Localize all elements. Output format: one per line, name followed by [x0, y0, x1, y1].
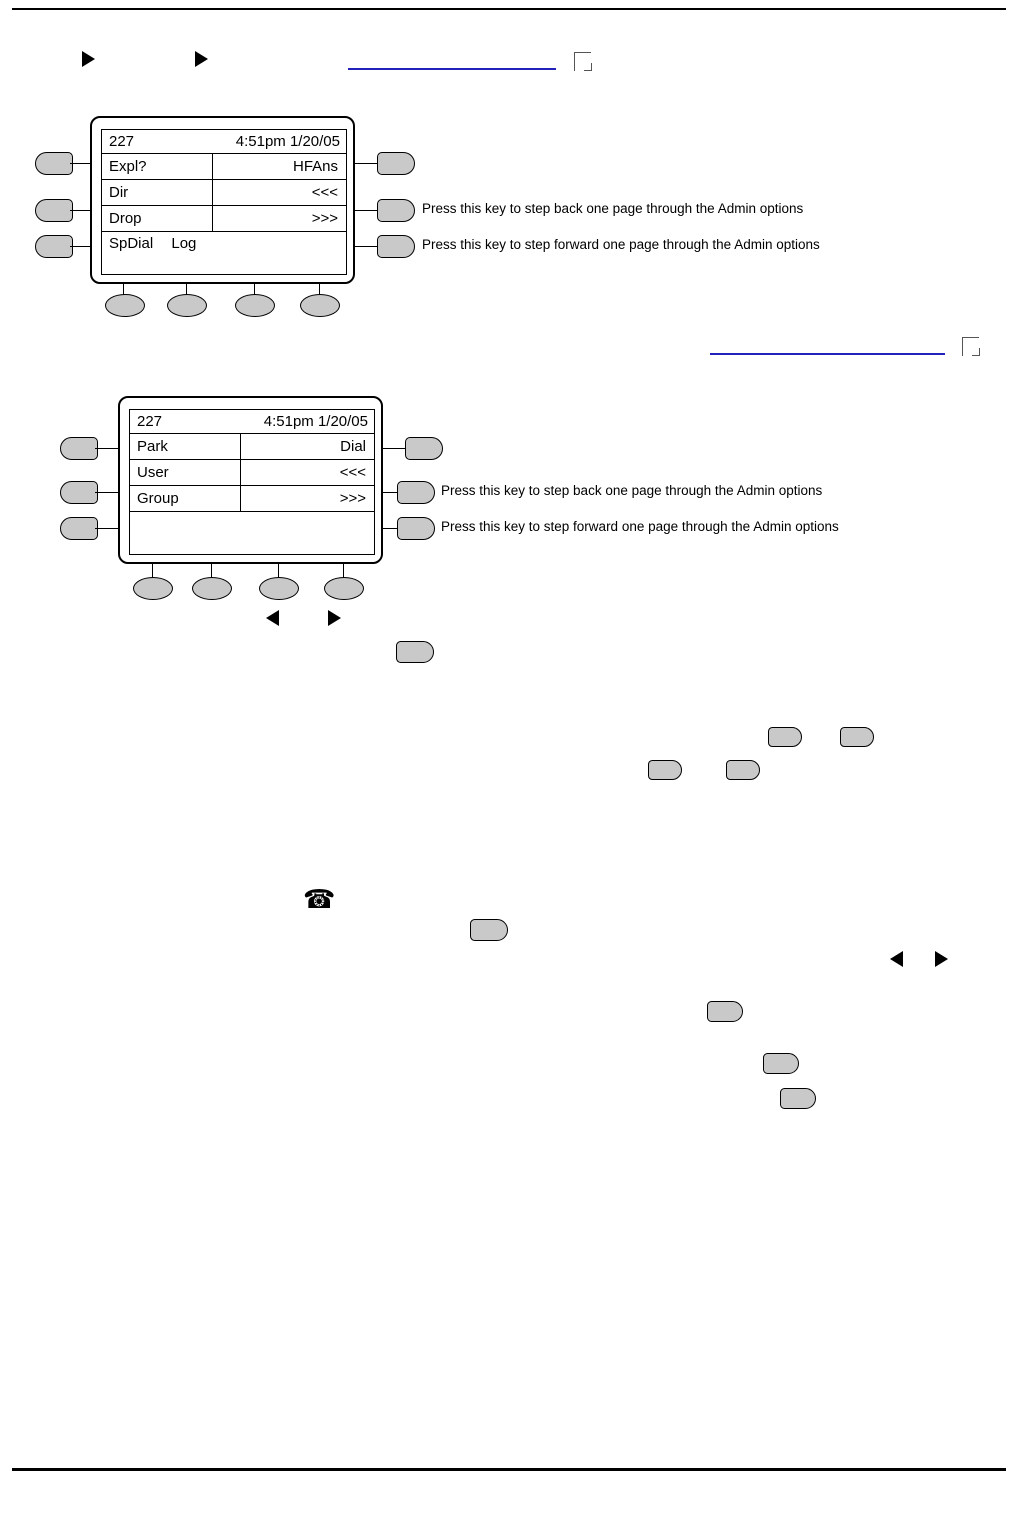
column-divider — [212, 154, 213, 232]
leader-line — [355, 246, 377, 247]
leader-line — [319, 284, 320, 295]
callout-step-back-1: Press this key to step back one page through the Admin options — [422, 201, 804, 216]
datetime-label: 4:51pm 1/20/05 — [235, 132, 340, 150]
footer-label-spdial[interactable]: SpDial — [109, 235, 154, 252]
softkey-label-right: HFAns — [292, 158, 338, 175]
left-softkey-3[interactable] — [60, 517, 98, 540]
softkey-label-right: <<< — [339, 464, 366, 481]
display-footer-1 — [102, 232, 346, 256]
leader-line — [70, 246, 92, 247]
hyperlink-underline[interactable] — [348, 68, 556, 70]
phone-display-2 — [129, 409, 375, 555]
leader-line — [95, 448, 120, 449]
extension-number: 227 — [109, 132, 135, 150]
phone-body-1 — [90, 116, 355, 284]
bottom-key-3[interactable] — [259, 577, 299, 600]
leader-line — [211, 564, 212, 578]
inline-key-glyph — [648, 760, 682, 780]
inline-key-glyph — [840, 727, 874, 747]
phone-body-2 — [118, 396, 383, 564]
softkey-label-right: Dial — [340, 438, 366, 455]
leader-line — [70, 163, 92, 164]
bottom-key-3[interactable] — [235, 294, 275, 317]
softkey-label-right: >>> — [311, 210, 338, 227]
softkey-label-left: Expl? — [109, 158, 147, 175]
softkey-label-right: <<< — [311, 184, 338, 201]
softkey-label-left: User — [137, 464, 169, 481]
right-softkey-back[interactable] — [397, 481, 435, 504]
right-softkey-1[interactable] — [377, 152, 415, 175]
right-softkey-forward[interactable] — [377, 235, 415, 258]
inline-key-glyph — [470, 919, 508, 941]
bottom-key-1[interactable] — [133, 577, 173, 600]
left-softkey-1[interactable] — [35, 152, 73, 175]
inline-key-glyph — [768, 727, 802, 747]
softkey-label-left: Dir — [109, 184, 129, 201]
display-rows-2 — [130, 434, 374, 512]
page-break-icon — [962, 337, 979, 356]
page-top-rule — [12, 8, 1006, 10]
display-row[interactable] — [102, 180, 346, 206]
bottom-key-4[interactable] — [300, 294, 340, 317]
bottom-key-1[interactable] — [105, 294, 145, 317]
inline-key-glyph — [780, 1088, 816, 1109]
display-row[interactable] — [102, 206, 346, 232]
datetime-label: 4:51pm 1/20/05 — [263, 412, 368, 430]
inline-key-glyph — [707, 1001, 743, 1022]
callout-step-forward-1: Press this key to step forward one page through the Admin options — [422, 237, 820, 252]
arrow-right-icon — [82, 51, 95, 67]
bottom-key-2[interactable] — [167, 294, 207, 317]
softkey-label-left: Park — [137, 438, 168, 455]
display-rows-1 — [102, 154, 346, 232]
extension-number: 227 — [137, 412, 163, 430]
right-softkey-forward[interactable] — [397, 517, 435, 540]
column-divider — [240, 434, 241, 512]
page-break-icon — [574, 52, 591, 71]
right-softkey-back[interactable] — [377, 199, 415, 222]
leader-line — [123, 284, 124, 295]
display-header-1 — [102, 130, 346, 154]
leader-line — [95, 492, 120, 493]
leader-line — [383, 448, 405, 449]
leader-line — [70, 210, 92, 211]
arrow-right-icon — [328, 610, 341, 626]
display-row[interactable] — [130, 460, 374, 486]
softkey-label-right: >>> — [339, 490, 366, 507]
arrow-right-icon — [935, 951, 948, 967]
callout-step-forward-2: Press this key to step forward one page through the Admin options — [441, 519, 839, 534]
display-header-2 — [130, 410, 374, 434]
left-softkey-2[interactable] — [35, 199, 73, 222]
bottom-key-2[interactable] — [192, 577, 232, 600]
display-row[interactable] — [130, 434, 374, 460]
leader-line — [355, 163, 377, 164]
phone-icon: ☎ — [303, 884, 336, 914]
display-row[interactable] — [102, 154, 346, 180]
leader-line — [278, 564, 279, 578]
softkey-label-left: Group — [137, 490, 179, 507]
hyperlink-underline[interactable] — [710, 353, 945, 355]
leader-line — [95, 528, 120, 529]
inline-key-glyph — [763, 1053, 799, 1074]
softkey-label-left: Drop — [109, 210, 142, 227]
left-softkey-3[interactable] — [35, 235, 73, 258]
page-bottom-rule — [12, 1468, 1006, 1471]
right-softkey-1[interactable] — [405, 437, 443, 460]
inline-key-glyph — [396, 641, 434, 663]
bottom-key-4[interactable] — [324, 577, 364, 600]
display-footer-2 — [130, 512, 374, 536]
leader-line — [152, 564, 153, 578]
leader-line — [343, 564, 344, 578]
arrow-left-icon — [890, 951, 903, 967]
leader-line — [355, 210, 377, 211]
phone-display-1 — [101, 129, 347, 275]
inline-key-glyph — [726, 760, 760, 780]
left-softkey-1[interactable] — [60, 437, 98, 460]
footer-label-log[interactable]: Log — [171, 235, 197, 252]
leader-line — [186, 284, 187, 295]
display-row[interactable] — [130, 486, 374, 512]
callout-step-back-2: Press this key to step back one page through the Admin options — [441, 483, 823, 498]
arrow-left-icon — [266, 610, 279, 626]
left-softkey-2[interactable] — [60, 481, 98, 504]
leader-line — [254, 284, 255, 295]
arrow-right-icon — [195, 51, 208, 67]
